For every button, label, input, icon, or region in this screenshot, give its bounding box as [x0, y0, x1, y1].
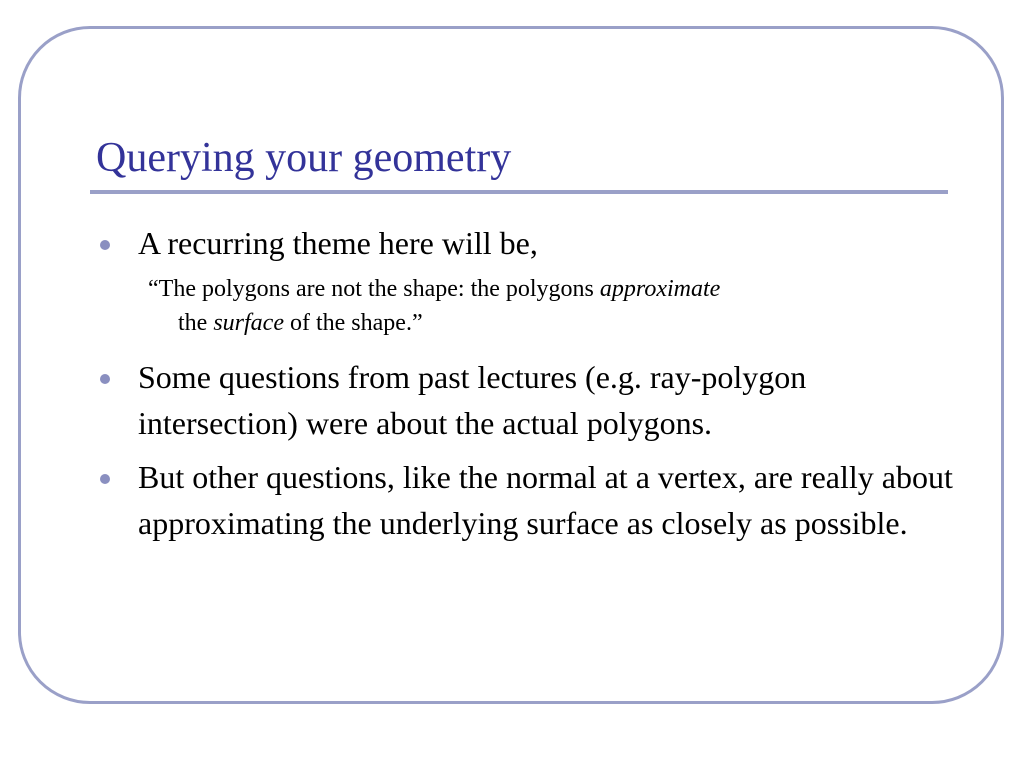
bullet-icon: [100, 240, 110, 250]
bullet-text: A recurring theme here will be,: [138, 225, 538, 261]
bullet-item-2: [96, 354, 956, 446]
quote-text-part1: “The polygons are not the shape: the polygons: [148, 276, 600, 302]
bullet-text: But other questions, like the normal at a vertex, are really about approximating the underlying surface as closely as possible.: [138, 459, 953, 541]
bullet-item-3: [96, 454, 956, 546]
slide-title: Querying your geometry: [96, 135, 512, 181]
bullet-icon: [100, 374, 110, 384]
title-divider: [90, 190, 948, 194]
bullet-text: Some questions from past lectures (e.g. ray-polygon intersection) were about the actual polygons.: [138, 359, 807, 441]
quote-text-part2: the: [178, 310, 214, 336]
slide-body: [96, 220, 956, 554]
bullet-item-1: [96, 220, 956, 266]
quote-subitem: [96, 272, 956, 340]
quote-text-part3: of the shape.”: [283, 310, 423, 336]
quote-emphasis-approximate: approximate: [599, 276, 721, 302]
bullet-icon: [100, 474, 110, 484]
quote-emphasis-surface: surface: [213, 310, 284, 336]
quote-line-2: [148, 306, 956, 340]
